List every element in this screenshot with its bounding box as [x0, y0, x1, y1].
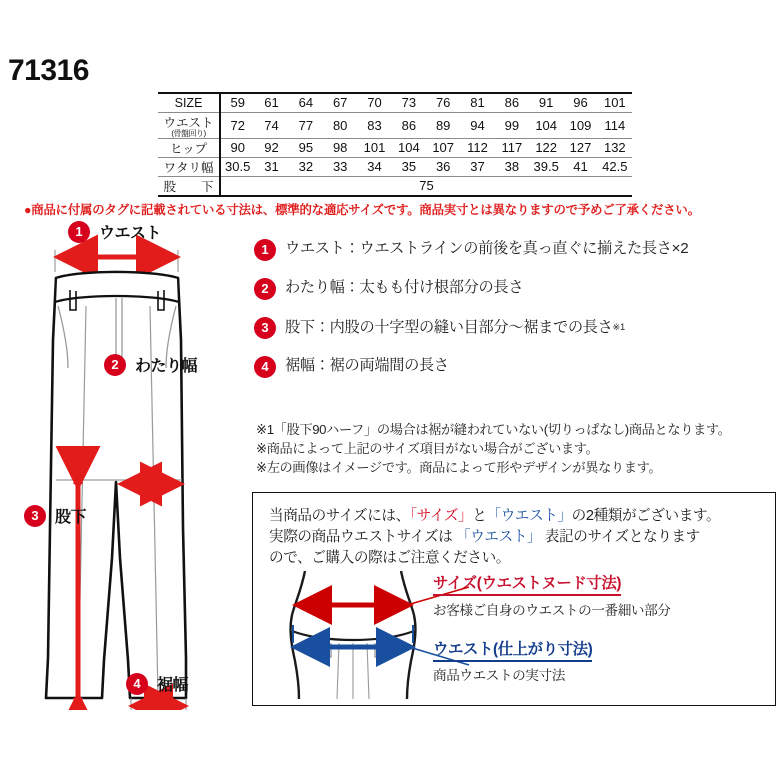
cell-waist-9: 104	[535, 117, 558, 133]
info-line-3: ので、ご購入の際はご注意ください。	[269, 550, 511, 566]
legend-text-3-sup: ※1	[612, 322, 626, 332]
legend-item-4	[254, 355, 778, 379]
badge-4-figure: 4	[126, 673, 148, 695]
cell-hip-10: 127	[569, 140, 592, 155]
cell-waist-8: 99	[504, 117, 520, 133]
badge-3-figure: 3	[24, 505, 46, 527]
product-number: 71316	[8, 54, 89, 87]
callout-sub-waist: 商品ウエストの実寸法	[433, 668, 565, 683]
cell-hip-5: 104	[398, 140, 420, 155]
cell-waist-5: 86	[401, 117, 417, 133]
cell-thigh-5: 35	[401, 159, 417, 174]
cell-thigh-9: 39.5	[533, 159, 559, 174]
cell-hip-2: 95	[298, 140, 314, 155]
cell-waist-4: 83	[367, 117, 382, 133]
red-notice-text: ●商品に付属のタグに記載されている寸法は、標準的な適応サイズです。商品実寸とは異なりますので予めご了承ください。	[24, 203, 700, 217]
cell-waist-11: 114	[604, 117, 626, 133]
legend-text-3	[285, 316, 625, 339]
notes-list	[256, 420, 778, 477]
cell-thigh-7: 37	[470, 159, 485, 174]
cell-size-7: 81	[470, 95, 485, 111]
cell-size-10: 96	[573, 95, 588, 111]
info-line-2	[269, 527, 769, 548]
cell-size-0: 59	[230, 95, 245, 111]
cell-thigh-1: 31	[264, 159, 279, 174]
cell-hip-3: 98	[332, 140, 348, 155]
note-line-1: ※1「股下90ハーフ」の場合は裾が縫われていない(切りっぱなし)商品となります。	[256, 422, 731, 437]
table-row-hip	[158, 138, 632, 157]
table-row-inseam	[158, 176, 632, 196]
info-line-2-b: 表記のサイズとなります	[541, 529, 700, 545]
info-line-1-c: の2種類がございます。	[571, 508, 721, 524]
legend-text-3-main: 股下：内股の十字型の縫い目部分〜裾までの長さ	[285, 319, 613, 336]
cell-thigh-11: 42.5	[602, 159, 628, 174]
cell-waist-1: 74	[264, 117, 279, 133]
cell-hip-0: 90	[230, 140, 245, 155]
row-label-size: SIZE	[158, 93, 220, 112]
info-line-1	[269, 506, 769, 527]
legend-item-3	[254, 316, 778, 340]
legend-item-1	[254, 238, 778, 262]
waist-callouts	[433, 571, 771, 692]
cell-thigh-3: 33	[332, 159, 348, 174]
row-label-waist	[158, 112, 220, 138]
cell-size-2: 64	[298, 95, 314, 111]
info-token-waist-blue-1: 「ウエスト」	[486, 508, 572, 524]
cell-size-4: 70	[367, 95, 382, 111]
row-label-inseam: 股 下	[158, 176, 220, 196]
cell-waist-10: 109	[569, 117, 592, 133]
size-table-container	[158, 92, 632, 197]
legend-text-1: ウエスト：ウエストラインの前後を真っ直ぐに揃えた長さ×2	[285, 240, 689, 257]
legend-item-2	[254, 277, 778, 301]
figure-inseam-label-group	[24, 504, 86, 527]
note-line-2: ※商品によって上記のサイズ項目がない場合がございます。	[256, 441, 599, 456]
cell-size-5: 73	[401, 95, 417, 111]
figure-label-hem: 裾幅	[157, 677, 189, 694]
figure-hem-label-group	[126, 672, 188, 695]
cell-thigh-4: 34	[367, 159, 382, 174]
cell-thigh-8: 38	[504, 159, 520, 174]
cell-thigh-6: 36	[435, 159, 451, 174]
row-label-hip: ヒップ	[158, 138, 220, 157]
info-box-paragraph	[269, 506, 769, 569]
figure-label-waist: ウエスト	[99, 225, 162, 242]
badge-2: 2	[254, 278, 276, 300]
cell-inseam-value: 75	[419, 178, 434, 193]
cell-thigh-0: 30.5	[225, 159, 251, 174]
legend-list	[254, 238, 778, 394]
legend-text-4: 裾幅：裾の両端間の長さ	[285, 357, 449, 374]
size-explanation-box	[252, 492, 776, 706]
cell-size-3: 67	[332, 95, 348, 111]
callout-waist-finished	[433, 637, 771, 684]
cell-waist-3: 80	[332, 117, 348, 133]
cell-hip-4: 101	[363, 140, 386, 155]
cell-hip-6: 107	[432, 140, 455, 155]
row-label-waist-ruby: (骨盤回り)	[171, 128, 206, 138]
table-row-thigh	[158, 157, 632, 176]
cell-thigh-10: 41	[573, 159, 588, 174]
cell-size-8: 86	[504, 95, 520, 111]
callout-head-size: サイズ(ウエストヌード寸法)	[433, 571, 621, 596]
legend-text-2: わたり幅：太もも付け根部分の長さ	[285, 279, 524, 296]
figure-thigh-label-group	[104, 353, 197, 376]
cell-waist-6: 89	[435, 117, 451, 133]
info-line-1-a: 当商品のサイズには、	[269, 508, 410, 524]
size-table	[158, 92, 632, 197]
badge-1-figure: 1	[68, 221, 90, 243]
table-row-waist	[158, 112, 632, 138]
cell-hip-8: 117	[501, 140, 523, 155]
callout-size-nude	[433, 571, 771, 619]
cell-hip-11: 132	[603, 140, 626, 155]
cell-waist-2: 77	[298, 117, 314, 133]
badge-2-figure: 2	[104, 354, 126, 376]
figure-waist-label-group	[68, 220, 161, 243]
cell-size-6: 76	[435, 95, 451, 111]
row-label-waist-main: ウエスト	[163, 115, 214, 130]
pants-illustration	[0, 224, 246, 710]
cell-hip-1: 92	[264, 140, 279, 155]
cell-size-9: 91	[538, 95, 554, 111]
info-token-waist-blue-2: 「ウエスト」	[456, 529, 542, 545]
cell-hip-9: 122	[535, 140, 558, 155]
badge-3: 3	[254, 317, 276, 339]
cell-hip-7: 112	[467, 140, 488, 155]
row-label-thigh: ワタリ幅	[158, 157, 220, 176]
callout-head-waist: ウエスト(仕上がり寸法)	[433, 637, 592, 662]
table-row-size	[158, 93, 632, 112]
note-line-3: ※左の画像はイメージです。商品によって形やデザインが異なります。	[256, 460, 662, 475]
figure-label-inseam: 股下	[55, 509, 87, 526]
badge-1: 1	[254, 239, 276, 261]
info-line-1-b: と	[472, 508, 487, 524]
cell-size-1: 61	[264, 95, 279, 111]
cell-size-11: 101	[603, 95, 626, 111]
figure-label-thigh: わたり幅	[135, 358, 198, 375]
info-line-2-a: 実際の商品ウエストサイズは	[269, 529, 457, 545]
callout-sub-size: お客様ご自身のウエストの一番細い部分	[433, 603, 671, 618]
badge-4: 4	[254, 356, 276, 378]
cell-waist-7: 94	[470, 117, 485, 133]
info-token-size-red: 「サイズ」	[409, 508, 473, 524]
cell-thigh-2: 32	[298, 159, 314, 174]
cell-waist-0: 72	[230, 117, 245, 133]
